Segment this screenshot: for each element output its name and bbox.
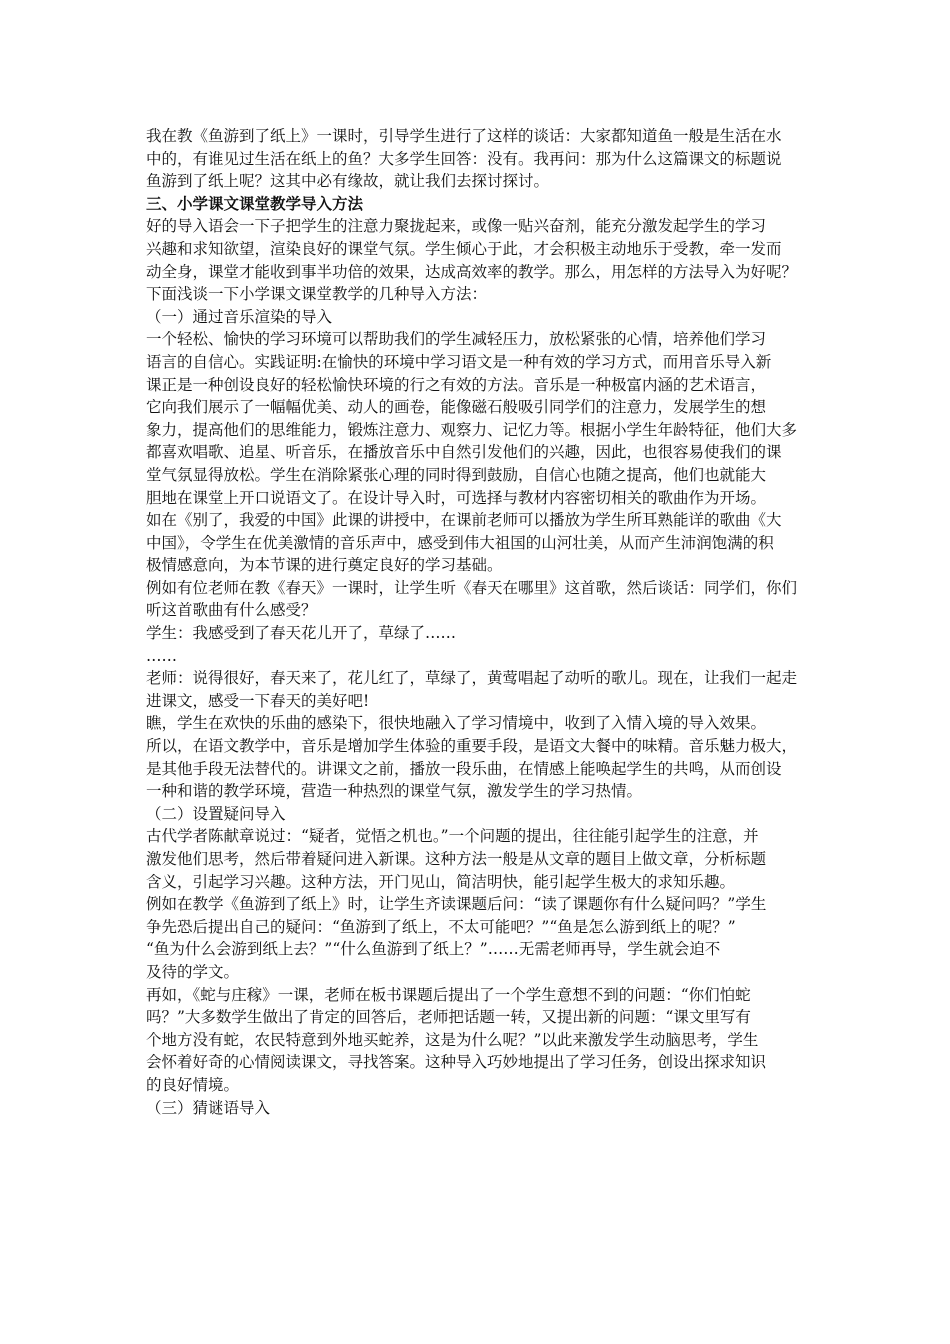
body-text-line: 含义，引起学习兴趣。这种方法，开门见山，简洁明快，能引起学生极大的求知乐趣。	[146, 872, 736, 891]
body-text-line: 一个轻松、愉快的学习环境可以帮助我们的学生减轻压力，放松紧张的心情，培养他们学习	[146, 330, 767, 349]
body-text-line: 再如，《蛇与庄稼》一课，老师在板书课题后提出了一个学生意想不到的问题：“你们怕蛇	[146, 985, 751, 1004]
body-text-line: 动全身，课堂才能收到事半功倍的效果，达成高效率的教学。那么，用怎样的方法导入为好呢？	[146, 262, 798, 281]
body-text-line: 堂气氛显得放松。学生在消除紧张心理的同时得到鼓励，自信心也随之提高，他们也就能大	[146, 465, 767, 484]
body-text-line: “鱼为什么会游到纸上去？”“什么鱼游到了纸上？”……无需老师再导，学生就会迫不	[146, 940, 721, 959]
body-text-line: 我在教《鱼游到了纸上》一课时，引导学生进行了这样的谈话：大家都知道鱼一般是生活在水	[146, 127, 782, 145]
body-text-line: 吗？”大多数学生做出了肯定的回答后，老师把话题一转，又提出新的问题：“课文里写有	[146, 1008, 751, 1027]
body-text-line: 瞧，学生在欢快的乐曲的感染下，很快地融入了学习情境中，收到了入情入境的导入效果。	[146, 714, 767, 733]
body-text-line: 及待的学文。	[146, 962, 240, 981]
body-text-line: 象力，提高他们的思维能力，锻炼注意力、观察力、记忆力等。根据小学生年龄特征，他们大多	[146, 420, 798, 439]
body-text-line: 它向我们展示了一幅幅优美、动人的画卷，能像磁石般吸引同学们的注意力，发展学生的想	[146, 398, 767, 417]
body-text-line: 课正是一种创设良好的轻松愉快环境的行之有效的方法。音乐是一种极富内涵的艺术语言，	[146, 375, 767, 394]
body-text-line: 语言的自信心。实践证明:在愉快的环境中学习语文是一种有效的学习方式，而用音乐导入新	[146, 352, 772, 371]
body-text-line: 的良好情境。	[146, 1075, 240, 1094]
body-text-line: 听这首歌曲有什么感受？	[146, 601, 317, 620]
body-text-line: 进课文，感受一下春天的美好吧!	[146, 691, 370, 710]
body-text-line: 胆地在课堂上开口说语文了。在设计导入时，可选择与教材内容密切相关的歌曲作为开场。	[146, 488, 767, 507]
body-text-line: 是其他手段无法替代的。讲课文之前，播放一段乐曲，在情感上能唤起学生的共鸣，从而创设	[146, 759, 782, 778]
body-text-line: 会怀着好奇的心情阅读课文，寻找答案。这种导入巧妙地提出了学习任务，创设出探求知识	[146, 1053, 767, 1072]
body-text-line: 一种和谐的教学环境，营造一种热烈的课堂气氛，激发学生的学习热情。	[146, 782, 643, 801]
body-text-line: 老师：说得很好，春天来了，花儿红了，草绿了，黄莺唱起了动听的歌儿。现在，让我们一起走	[146, 669, 798, 688]
body-text-line: 中的，有谁见过生活在纸上的鱼？大多学生回答：没有。我再问：那为什么这篇课文的标题说	[146, 149, 782, 168]
body-text-line: 极情感意向，为本节课的进行奠定良好的学习基础。	[146, 556, 503, 575]
body-text-line: 争先恐后提出自己的疑问：“鱼游到了纸上，不太可能吧？”“鱼是怎么游到纸上的呢？”	[146, 917, 736, 936]
body-text-line: 个地方没有蛇，农民特意到外地买蛇养，这是为什么呢？”以此来激发学生动脑思考，学生	[146, 1030, 759, 1049]
body-text-line: 所以，在语文教学中，音乐是增加学生体验的重要手段，是语文大餐中的味精。音乐魅力极大，	[146, 737, 798, 756]
body-text-line: 古代学者陈献章说过：“疑者，觉悟之机也。”一个问题的提出，往往能引起学生的注意，并	[146, 827, 759, 846]
body-text-line: 激发他们思考，然后带着疑问进入新课。这种方法一般是从文章的题目上做文章，分析标题	[146, 850, 767, 868]
body-text-line: 例如在教学《鱼游到了纸上》时，让学生齐读课题后问：“读了课题你有什么疑问吗？”学生	[146, 895, 767, 914]
body-text-line: 好的导入语会一下子把学生的注意力聚拢起来，或像一贴兴奋剂，能充分激发起学生的学习	[146, 217, 767, 236]
document-page	[146, 125, 814, 1119]
body-text-line: 下面浅谈一下小学课文课堂教学的几种导入方法：	[146, 285, 488, 304]
body-text-line: 中国》，令学生在优美激情的音乐声中，感受到伟大祖国的山河壮美，从而产生沛润饱满的积	[146, 533, 774, 552]
section-heading: 三、小学课文课堂教学导入方法	[146, 193, 364, 213]
body-text-line: 鱼游到了纸上呢？这其中必有缘故，就让我们去探讨探讨。	[146, 172, 550, 191]
body-text-line: 例如有位老师在教《春天》一课时，让学生听《春天在哪里》这首歌，然后谈话：同学们，你们	[146, 578, 798, 597]
subsection-heading: （二）设置疑问导入	[146, 804, 286, 823]
body-text-line: 学生：我感受到了春天花儿开了，草绿了……	[146, 624, 457, 643]
body-text-line: 如在《别了，我爱的中国》此课的讲授中，在课前老师可以播放为学生所耳熟能详的歌曲《大	[146, 511, 782, 530]
body-text-line: 兴趣和求知欲望，渲染良好的课堂气氛。学生倾心于此，才会积极主动地乐于受教，牵一发而	[146, 239, 782, 258]
body-text-line: 都喜欢唱歌、追星、听音乐，在播放音乐中自然引发他们的兴趣，因此，也很容易使我们的课	[146, 443, 782, 462]
subsection-heading: （一）通过音乐渲染的导入	[146, 307, 333, 326]
subsection-heading: （三）猜谜语导入	[146, 1098, 271, 1117]
body-text-line: ……	[146, 646, 177, 665]
